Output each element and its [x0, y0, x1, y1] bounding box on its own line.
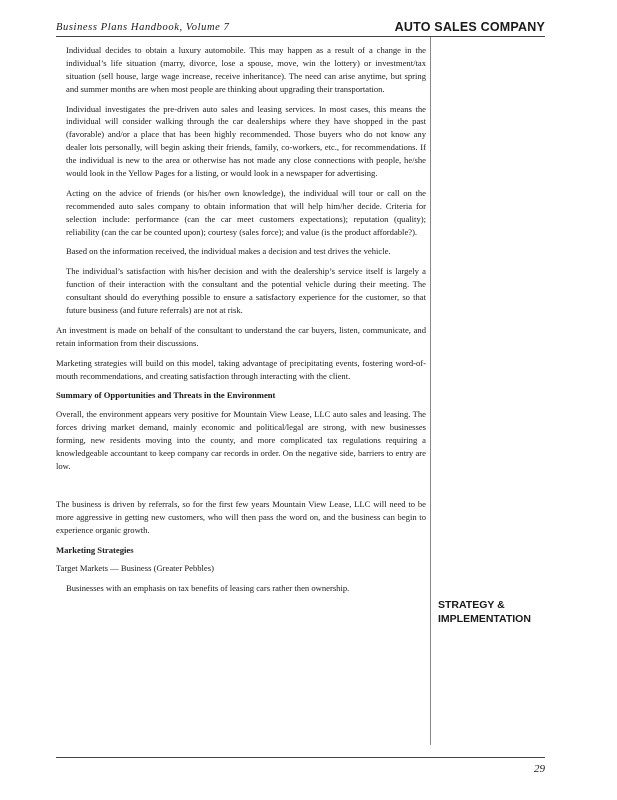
heading-opportunities-threats: Summary of Opportunities and Threats in the Environment: [56, 390, 276, 401]
sidebar-title-line-2: IMPLEMENTATION: [438, 612, 531, 625]
running-header-book-title: Business Plans Handbook, Volume 7: [56, 22, 230, 33]
header-rule: [56, 36, 545, 37]
paragraph-referrals: The business is driven by referrals, so for the first few years Mountain View Lease, LLC will need to be more aggressive in getting new customers, who will then pass the word on, and the business can begin to experience organic growth.: [56, 498, 426, 535]
paragraph-selection-criteria: Acting on the advice of friends (or his/her own knowledge), the individual will tour or call on the recommended auto sales company to obtain information that will help him/her decide. Criteria for selection include: performance (can the car meet customers expectations); reputation (quality); reliability (can the car be counted upon); courtesy (sales force); and value (is the product affordable?).: [66, 187, 426, 237]
section-gap: [56, 480, 426, 498]
paragraph-investigation: Individual investigates the pre-driven auto sales and leasing services. In most cases, this means the individual will consider walking through the car dealerships where they have shopped in the past (favorable) and/or a place that has been highly recommended. Those buyers who do not know any dealer lots personally, will begin asking their friends, family, co-workers, etc., for recommendations. If the individual is new to the area or otherwise has not made any close connections with people, he/she would look in the Yellow Pages for a listing, or would look in a newspaper for advertising.: [66, 103, 426, 179]
paragraph-tax-benefits: Businesses with an emphasis on tax benefits of leasing cars rather then ownership.: [66, 583, 350, 594]
sidebar-section-title: [438, 599, 531, 626]
paragraph-marketing-model: Marketing strategies will build on this model, taking advantage of precipitating events, fostering word-of-mouth recommendations, and creating satisfaction through interacting with the client.: [56, 357, 426, 381]
paragraph-satisfaction: The individual’s satisfaction with his/her decision and with the dealership’s service itself is largely a function of their interaction with the consultant and the potential vehicle during their meeting. The consultant should do everything possible to ensure a satisfactory experience for the customer, so that future business (and future referrals) are not at risk.: [66, 266, 426, 316]
paragraph-test-drive: Based on the information received, the individual makes a decision and test drives the vehicle.: [66, 246, 391, 257]
paragraph-environment: Overall, the environment appears very positive for Mountain View Lease, LLC auto sales and leasing. The forces driving market demand, mainly economic and political/legal are strong, with new businesses forming, new residents moving into the county, and more complicated tax regulations requiring a knowledgeable accountant to keep company car records in order. On the negative side, barriers to entry are low.: [56, 409, 426, 471]
running-header-section-title: AUTO SALES COMPANY: [394, 20, 545, 34]
column-divider: [430, 37, 431, 745]
main-text-column: [56, 44, 426, 602]
heading-marketing-strategies: Marketing Strategies: [56, 544, 134, 555]
page-number: 29: [534, 763, 545, 775]
paragraph-target-markets: Target Markets — Business (Greater Pebbles): [56, 563, 214, 574]
paragraph-decision-trigger: Individual decides to obtain a luxury automobile. This may happen as a result of a change in the individual’s life situation (marry, divorce, lose a spouse, move, win the lottery) or investment/tax situation (sell house, large wage increase, receive inheritance). The need can arise anytime, but spring and summer months are when most people are thinking about upgrading their transportation.: [66, 45, 426, 94]
paragraph-investment: An investment is made on behalf of the consultant to understand the car buyers, listen, communicate, and retain information from their discussions.: [56, 324, 426, 348]
footer-rule: [56, 757, 545, 758]
sidebar-title-line-1: STRATEGY &: [438, 599, 505, 611]
